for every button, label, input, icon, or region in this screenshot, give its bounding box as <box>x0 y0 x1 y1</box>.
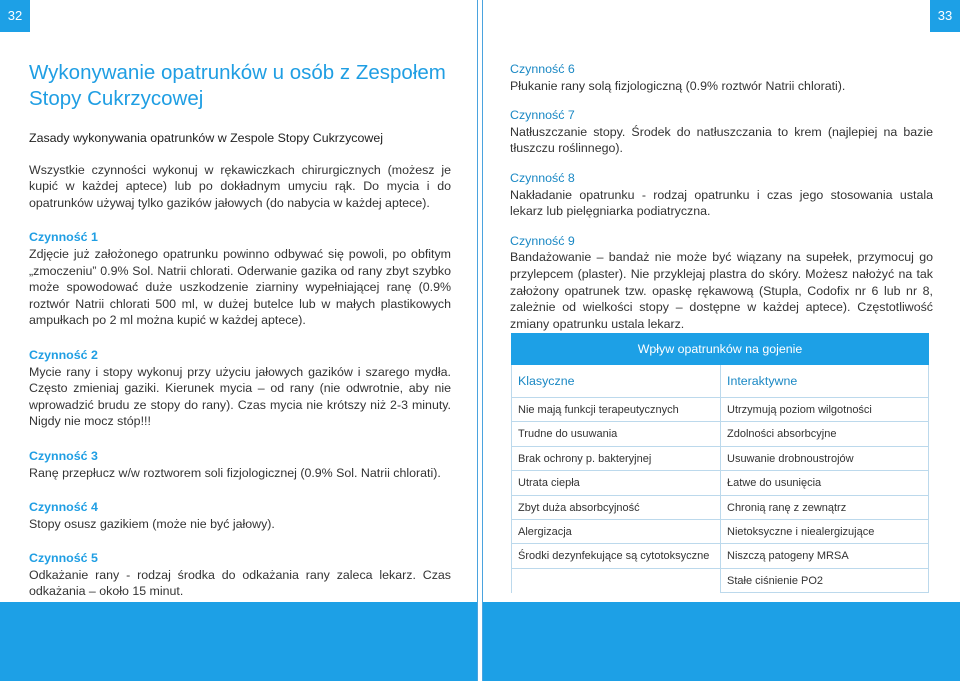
step-block <box>510 170 933 220</box>
step-block <box>510 233 933 333</box>
step-text: Mycie rany i stopy wykonuj przy użyciu jałowych gazików i szarego mydła. Często zmieniaj gaziki. Kierunek mycia – od rany (nie odwrotnie, aby nie wprowadzić brudu ze stopy do rany). Czas mycia nie krótszy niż 2-3 minuty. Nigdy nie mocz stóp!!! <box>29 364 451 429</box>
right-page <box>482 0 960 681</box>
step-heading: Czynność 9 <box>510 233 575 248</box>
table-cell: Zdolności absorbcyjne <box>721 422 928 446</box>
step-heading: Czynność 4 <box>29 500 98 515</box>
left-page <box>0 0 478 681</box>
table-cell: Utrata ciepła <box>512 471 720 495</box>
step-heading: Czynność 2 <box>29 347 98 362</box>
table-cell: Trudne do usuwania <box>512 422 720 446</box>
step-heading: Czynność 7 <box>510 108 575 123</box>
step-block <box>510 61 933 94</box>
table-cell: Brak ochrony p. bakteryjnej <box>512 447 720 471</box>
column-header-interactive: Interaktywne <box>721 365 928 398</box>
step-heading: Czynność 1 <box>29 230 98 245</box>
column-header-classic: Klasyczne <box>512 365 720 398</box>
right-content <box>510 61 933 345</box>
left-content <box>29 60 451 618</box>
column-interactive <box>720 365 928 593</box>
step-heading: Czynność 5 <box>29 551 98 566</box>
step-text: Stopy osusz gazikiem (może nie być jałowy). <box>29 516 275 531</box>
table-title: Wpływ opatrunków na gojenie <box>511 333 929 365</box>
step-block <box>29 550 451 600</box>
table-cell-empty <box>512 569 720 593</box>
step-text: Ranę przepłucz w/w roztworem soli fizjologicznej (0.9% Sol. Natrii chlorati). <box>29 465 441 480</box>
dressing-comparison-table <box>511 333 929 593</box>
step-text: Bandażowanie – bandaż nie może być wiązany na supełek, przymocuj go przylepcem (plaster). Nie przyklejaj plastra do skóry. Możesz nałożyć na tak założony opatrunek tzw. opaskę rękawową (Stupla, Codofix nr 6 lub nr 8, zależnie od wielkości stopy – dostępne w każdej aptece). Częstotliwość zmiany opatrunku ustala lekarz. <box>510 250 933 331</box>
page-number-right: 33 <box>930 0 960 32</box>
table-cell: Łatwe do usunięcia <box>721 471 928 495</box>
title-line-1: Wykonywanie opatrunków u osób z Zespołem <box>29 61 446 84</box>
table-cell: Usuwanie drobnoustrojów <box>721 447 928 471</box>
column-classic <box>512 365 720 593</box>
table-columns <box>511 365 929 593</box>
title-line-2: Stopy Cukrzycowej <box>29 87 204 110</box>
step-text: Zdjęcie już założonego opatrunku powinno odbywać się powoli, po obfitym „zmoczeniu” 0.9% Sol. Natrii chlorati. Oderwanie gazika od rany zbyt szybko może spowodować duże uszkodzenie ziarniny wypełniającej ranę (0.9% roztwór Natrii chlorati 500 ml, w dużej butelce lub w małych plastikowych ampułkach po 2 ml można kupić w każdej aptece). <box>29 246 451 328</box>
table-cell: Zbyt duża absorbcyjność <box>512 496 720 520</box>
table-cell: Chronią ranę z zewnątrz <box>721 496 928 520</box>
step-text: Natłuszczanie stopy. Środek do natłuszczania to krem (najlepiej na bazie tłuszczu roślinnego). <box>510 124 933 156</box>
footer-band-left <box>0 602 477 681</box>
step-text: Odkażanie rany - rodzaj środka do odkażania rany zaleca lekarz. Czas odkażania – około 15 minut. <box>29 567 451 599</box>
step-block <box>29 499 451 532</box>
table-cell: Niszczą patogeny MRSA <box>721 544 928 568</box>
step-heading: Czynność 3 <box>29 448 98 463</box>
page-number-left: 32 <box>0 0 30 32</box>
step-text: Nakładanie opatrunku - rodzaj opatrunku i czas jego stosowania ustala lekarz lub pielęgniarka podiatryczna. <box>510 187 933 219</box>
step-text: Płukanie rany solą fizjologiczną (0.9% roztwór Natrii chlorati). <box>510 78 846 93</box>
table-cell: Środki dezynfekujące są cytotoksyczne <box>512 544 720 568</box>
section-subtitle: Zasady wykonywania opatrunków w Zespole Stopy Cukrzycowej <box>29 131 383 145</box>
step-block <box>29 229 451 329</box>
step-heading: Czynność 6 <box>510 62 575 76</box>
page-title <box>29 60 451 112</box>
footer-band-right <box>483 602 960 681</box>
step-block <box>510 107 933 157</box>
intro-paragraph: Wszystkie czynności wykonuj w rękawiczkach chirurgicznych (możesz je kupić w każdej aptece) lub po dokładnym umyciu rąk. Do mycia i do opatrunków używaj tylko gazików jałowych (do nabycia w każdej aptece). <box>29 162 451 210</box>
table-cell: Utrzymują poziom wilgotności <box>721 398 928 422</box>
table-cell: Alergizacja <box>512 520 720 544</box>
step-block <box>29 448 451 481</box>
table-cell: Nie mają funkcji terapeutycznych <box>512 398 720 422</box>
step-block <box>29 347 451 430</box>
step-heading: Czynność 8 <box>510 170 575 185</box>
table-cell: Nietoksyczne i niealergizujące <box>721 520 928 544</box>
table-cell: Stałe ciśnienie PO2 <box>721 569 928 593</box>
